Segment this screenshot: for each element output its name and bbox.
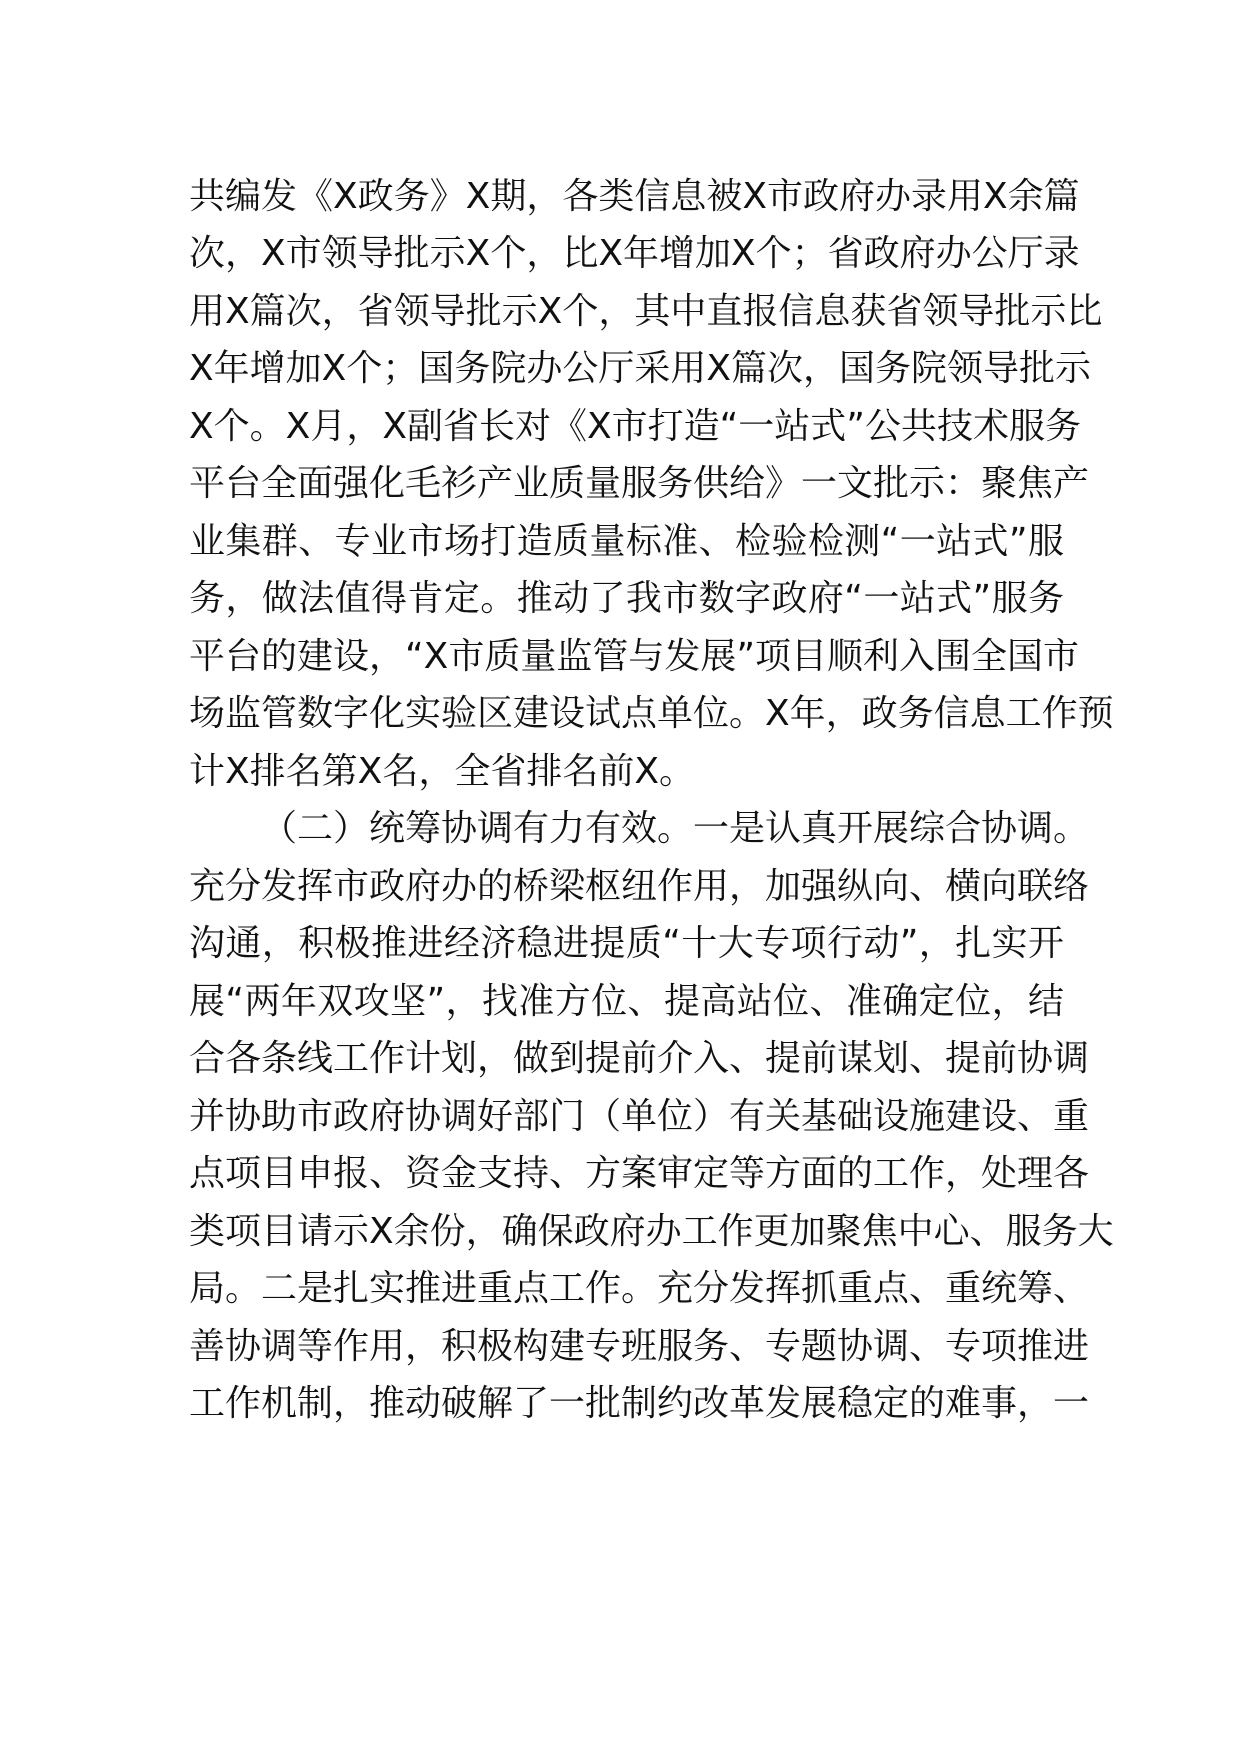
text-line: 类项目请示X余份，确保政府办工作更加聚焦中心、服务大 (189, 1211, 1114, 1252)
text-line: 合各条线工作计划，做到提前介入、提前谋划、提前协调 (189, 1038, 1090, 1079)
text-line: 共编发《X政务》X期，各类信息被X市政府办录用X余篇 (189, 176, 1080, 217)
text-line: X年增加X个；国务院办公厅采用X篇次，国务院领导批示 (189, 348, 1091, 389)
text-line: 工作机制，推动破解了一批制约改革发展稳定的难事，一 (189, 1383, 1090, 1424)
text-line: 次，X市领导批示X个，比X年增加X个；省政府办公厅录 (189, 233, 1080, 274)
text-line: 善协调等作用，积极构建专班服务、专题协调、专项推进 (189, 1326, 1090, 1367)
text-line: 局。二是扎实推进重点工作。充分发挥抓重点、重统筹、 (189, 1268, 1090, 1309)
text-line: 点项目申报、资金支持、方案审定等方面的工作，处理各 (189, 1153, 1090, 1194)
text-line: 平台的建设，“X市质量监管与发展”项目顺利入围全国市 (189, 636, 1079, 677)
text-line: 业集群、专业市场打造质量标准、检验检测“一站式”服 (189, 521, 1064, 562)
text-line: 展“两年双攻坚”，找准方位、提高站位、准确定位，结 (189, 981, 1064, 1022)
text-line: 用X篇次，省领导批示X个，其中直报信息获省领导批示比 (189, 291, 1103, 332)
text-line: 充分发挥市政府办的桥梁枢纽作用，加强纵向、横向联络 (189, 866, 1090, 907)
text-line: 平台全面强化毛衫产业质量服务供给》一文批示：聚焦产 (189, 463, 1090, 504)
text-line: 并协助市政府协调好部门（单位）有关基础设施建设、重 (189, 1096, 1090, 1137)
text-line: 务，做法值得肯定。推动了我市数字政府“一站式”服务 (189, 578, 1064, 619)
text-line: 场监管数字化实验区建设试点单位。X年，政务信息工作预 (189, 693, 1114, 734)
text-line: X个。X月，X副省长对《X市打造“一站式”公共技术服务 (189, 406, 1081, 447)
text-line: 计X排名第X名，全省排名前X。 (189, 751, 695, 792)
section-heading-line: （二）统筹协调有力有效。一是认真开展综合协调。 (261, 808, 1090, 849)
text-line: 沟通，积极推进经济稳进提质“十大专项行动”，扎实开 (189, 923, 1064, 964)
